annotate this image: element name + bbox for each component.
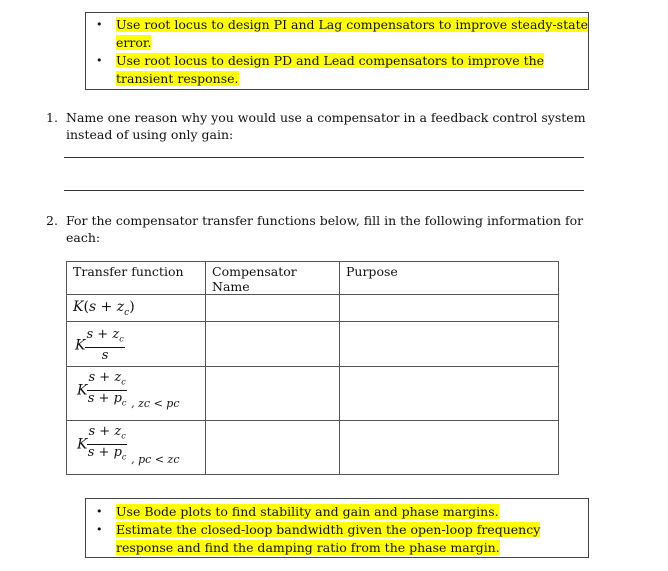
list-item <box>86 16 588 52</box>
header-transfer-function: Transfer function <box>67 262 206 295</box>
compensator-name-input[interactable] <box>206 295 340 322</box>
compensator-name-input[interactable] <box>206 367 340 421</box>
question-text: Name one reason why you would use a compensator in a feedback control system instead of using only gain: <box>66 110 586 142</box>
bullet-icon: • <box>96 54 103 67</box>
list-item <box>86 503 588 521</box>
compensator-table <box>66 261 559 475</box>
condition-label: , pc < zc <box>131 452 180 466</box>
bottom-objectives-box <box>85 498 589 558</box>
formula-zc-less-than-pc: K $\frac{s + z_c}{s + p_c}$ $_{, zc < pc}$ <box>77 370 180 410</box>
compensator-name-input[interactable] <box>206 322 340 367</box>
purpose-input[interactable] <box>340 367 559 421</box>
formula-proportional-derivative: $K(s + z_c)$ <box>73 299 135 318</box>
purpose-input[interactable] <box>340 421 559 475</box>
header-purpose: Purpose <box>340 262 559 295</box>
bullet-icon: • <box>96 18 103 31</box>
top-objectives-box <box>85 12 589 90</box>
table-row <box>67 421 559 475</box>
purpose-input[interactable] <box>340 295 559 322</box>
transfer-function-cell <box>67 322 206 367</box>
transfer-function-cell <box>67 367 206 421</box>
bottom-objectives-list <box>86 503 588 557</box>
table-header-row <box>67 262 559 295</box>
formula-pc-less-than-zc: K $\frac{s + z_c}{s + p_c}$ $_{, pc < zc}$ <box>77 424 180 466</box>
question-number: 1. <box>46 110 58 125</box>
answer-line-2[interactable] <box>64 190 584 191</box>
question-1 <box>46 109 606 143</box>
question-2 <box>46 212 606 246</box>
top-objectives-list <box>86 16 588 88</box>
list-item <box>86 521 588 557</box>
transfer-function-cell <box>67 421 206 475</box>
purpose-input[interactable] <box>340 322 559 367</box>
question-text: For the compensator transfer functions below, fill in the following information for each: <box>66 213 584 245</box>
formula-proportional-integral: K $\frac{s + z_c}{s}$ <box>75 327 124 363</box>
table-row <box>67 295 559 322</box>
list-item <box>86 52 588 88</box>
objective-text: Use root locus to design PD and Lead compensators to improve the transient response. <box>116 53 545 86</box>
table-row <box>67 322 559 367</box>
table-row <box>67 367 559 421</box>
header-compensator-name: Compensator Name <box>206 262 340 295</box>
question-number: 2. <box>46 213 58 228</box>
condition-label: , zc < pc <box>131 396 180 410</box>
compensator-name-input[interactable] <box>206 421 340 475</box>
objective-text: Estimate the closed-loop bandwidth given the open-loop frequency response and find the damping ratio from the phase margin. <box>116 522 541 555</box>
bullet-icon: • <box>96 523 103 536</box>
bullet-icon: • <box>96 505 103 518</box>
objective-text: Use root locus to design PI and Lag compensators to improve steady-state error. <box>116 17 588 50</box>
objective-text: Use Bode plots to find stability and gain and phase margins. <box>116 504 499 519</box>
answer-line-1[interactable] <box>64 157 584 158</box>
transfer-function-cell <box>67 295 206 322</box>
